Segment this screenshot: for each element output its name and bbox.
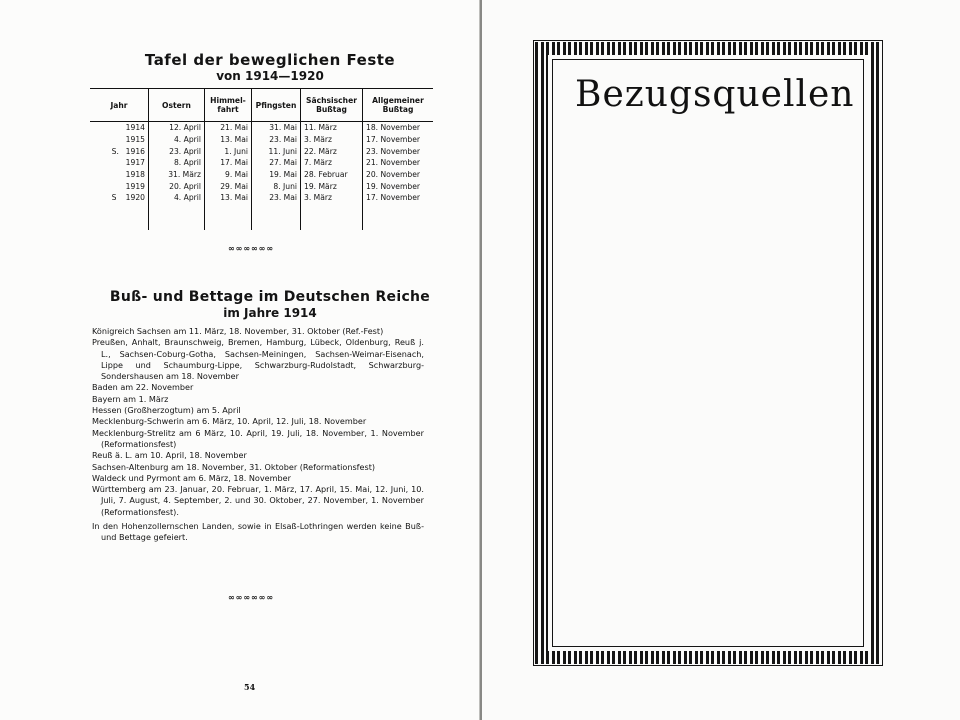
cell-himmelfahrt: 21. Mai (205, 122, 252, 134)
list-item: Reuß ä. L. am 10. April, 18. November (92, 450, 247, 461)
holiday-table (90, 88, 433, 230)
cell-saechs-busstag: 28. Februar (301, 169, 363, 181)
cell-ostern: 12. April (149, 122, 205, 134)
row-year: 1918 (125, 170, 145, 180)
cell-pfingsten: 23. Mai (252, 134, 301, 146)
cell-pfingsten: 23. Mai (252, 192, 301, 204)
list-item: Mecklenburg-Strelitz am 6 März, 10. April, 19. Juli, 18. November, 1. November (Reformationsfest) (92, 427, 424, 449)
cell-pfingsten: 19. Mai (252, 169, 301, 181)
cell-himmelfahrt: 29. Mai (205, 180, 252, 192)
cell-pfingsten: 27. Mai (252, 157, 301, 169)
table-body (90, 122, 433, 230)
cell-ostern: 8. April (149, 157, 205, 169)
cell-saechs-busstag: 3. März (301, 134, 363, 146)
decorative-border (535, 42, 881, 664)
cell-himmelfahrt: 9. Mai (205, 169, 252, 181)
table-row (90, 192, 433, 204)
header-saechs-busstag: Sächsischer Bußtag (301, 89, 363, 122)
border-outer-line (533, 40, 883, 666)
header-himmelfahrt: Himmel-fahrt (205, 89, 252, 122)
list-item: Waldeck und Pyrmont am 6. März, 18. November (92, 472, 291, 483)
cell-himmelfahrt: 13. Mai (205, 134, 252, 146)
header-allg-busstag: Allgemeiner Bußtag (363, 89, 434, 122)
closing-note: In den Hohenzollernschen Landen, sowie in Elsaß-Lothringen werden keine Buß- und Bettage gefeiert. (92, 521, 424, 543)
cell-himmelfahrt: 17. Mai (205, 157, 252, 169)
cell-year (90, 192, 149, 204)
cell-pfingsten: 31. Mai (252, 122, 301, 134)
cell-ostern: 23. April (149, 145, 205, 157)
row-year: 1919 (125, 181, 145, 191)
cell-year (90, 122, 149, 134)
row-year: 1914 (125, 123, 145, 133)
list-item: Preußen, Anhalt, Braunschweig, Bremen, Hamburg, Lübeck, Oldenburg, Reuß j. L., Sachsen-Coburg-Gotha, Sachsen-Meiningen, Sachsen-Weimar-Eisenach, Lippe und Schaumburg-Lippe, Schwarzburg-Rudolstadt, Schwarzburg-Sondershausen am 18. November (92, 337, 424, 382)
table-row (90, 180, 433, 192)
table-subtitle: von 1914—1920 (216, 69, 324, 83)
cell-allg-busstag: 18. November (363, 122, 434, 134)
page-number: 54 (244, 682, 256, 692)
list-item: Baden am 22. November (92, 382, 194, 393)
cell-himmelfahrt: 13. Mai (205, 192, 252, 204)
busstag-list (92, 326, 424, 544)
table-row (90, 134, 433, 146)
cell-year (90, 180, 149, 192)
cell-ostern: 31. März (149, 169, 205, 181)
header-pfingsten: Pfingsten (252, 89, 301, 122)
cell-ostern: 4. April (149, 134, 205, 146)
header-ostern: Ostern (149, 89, 205, 122)
cell-allg-busstag: 21. November (363, 157, 434, 169)
row-mark: S. (111, 146, 119, 156)
cell-allg-busstag: 20. November (363, 169, 434, 181)
header-jahr: Jahr (90, 89, 149, 122)
row-mark: S (111, 193, 117, 203)
row-year: 1917 (125, 158, 145, 168)
cell-year (90, 145, 149, 157)
section-subtitle: im Jahre 1914 (223, 306, 317, 320)
table-row (90, 145, 433, 157)
cell-allg-busstag: 23. November (363, 145, 434, 157)
table-filler-cell (301, 204, 363, 230)
cell-saechs-busstag: 19. März (301, 180, 363, 192)
table-filler-row (90, 204, 433, 230)
table-row (90, 169, 433, 181)
table-filler-cell (149, 204, 205, 230)
list-item: Bayern am 1. März (92, 393, 169, 404)
cell-allg-busstag: 17. November (363, 192, 434, 204)
list-item: Sachsen-Altenburg am 18. November, 31. Oktober (Reformationsfest) (92, 461, 376, 472)
row-year: 1916 (125, 146, 145, 156)
cell-pfingsten: 8. Juni (252, 180, 301, 192)
table-row (90, 157, 433, 169)
table-filler-cell (205, 204, 252, 230)
cell-allg-busstag: 17. November (363, 134, 434, 146)
table-filler-cell (90, 204, 149, 230)
list-item: Württemberg am 23. Januar, 20. Februar, 1. März, 17. April, 15. Mai, 12. Juni, 10. Juli, 7. August, 4. September, 2. und 30. Oktober, 27. November, 1. November (Reformationsfest). (92, 484, 424, 517)
table-filler-cell (363, 204, 434, 230)
bezugsquellen-title: Bezugsquellen (575, 74, 855, 115)
cell-ostern: 4. April (149, 192, 205, 204)
cell-saechs-busstag: 11. März (301, 122, 363, 134)
cell-saechs-busstag: 7. März (301, 157, 363, 169)
cell-saechs-busstag: 3. März (301, 192, 363, 204)
cell-year (90, 169, 149, 181)
cell-year (90, 134, 149, 146)
cell-saechs-busstag: 22. März (301, 145, 363, 157)
cell-himmelfahrt: 1. Juni (205, 145, 252, 157)
list-item: Mecklenburg-Schwerin am 6. März, 10. April, 12. Juli, 18. November (92, 416, 367, 427)
ornament-divider: ∞∞∞∞∞∞ (228, 244, 274, 253)
table-title: Tafel der beweglichen Feste (144, 51, 396, 69)
cell-allg-busstag: 19. November (363, 180, 434, 192)
section-title: Buß- und Bettage im Deutschen Reiche (109, 289, 431, 305)
table-row (90, 122, 433, 134)
cell-year (90, 157, 149, 169)
row-year: 1920 (125, 193, 145, 203)
ornament-divider-bottom: ∞∞∞∞∞∞ (228, 593, 274, 602)
row-year: 1915 (125, 135, 145, 145)
cell-ostern: 20. April (149, 180, 205, 192)
table-filler-cell (252, 204, 301, 230)
cell-pfingsten: 11. Juni (252, 145, 301, 157)
list-item: Königreich Sachsen am 11. März, 18. November, 31. Oktober (Ref.-Fest) (92, 326, 384, 336)
list-item: Hessen (Großherzogtum) am 5. April (92, 405, 241, 416)
